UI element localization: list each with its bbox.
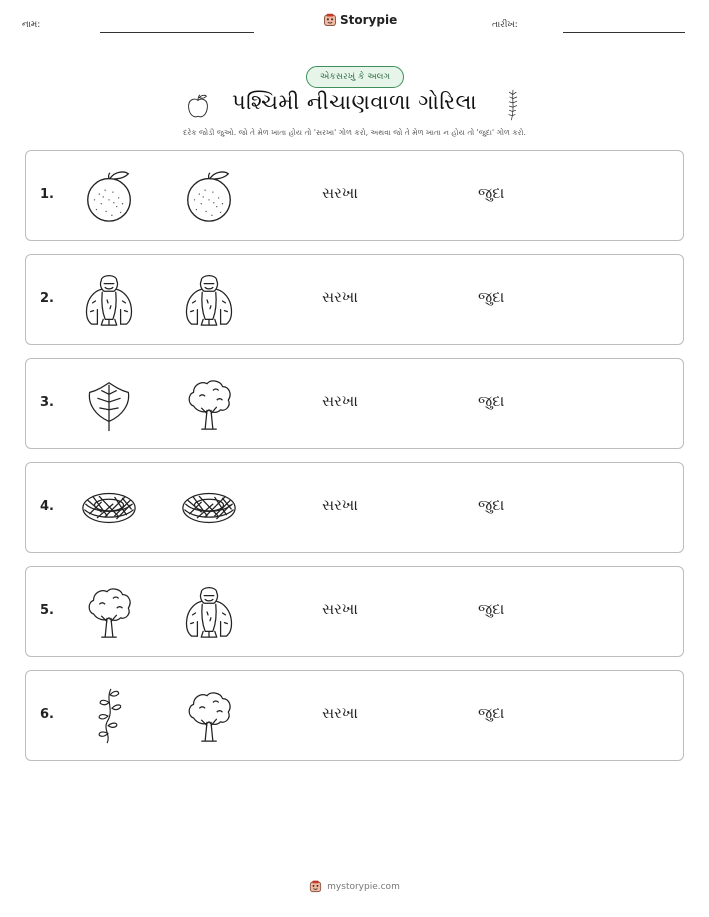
storypie-logo-text: Storypie bbox=[340, 13, 398, 27]
storypie-logo bbox=[323, 13, 397, 27]
tree-icon bbox=[180, 375, 238, 433]
different-option[interactable]: જુદા bbox=[478, 184, 505, 202]
tree-icon bbox=[80, 583, 138, 641]
storypie-mascot-icon bbox=[323, 13, 337, 27]
date-field[interactable] bbox=[563, 32, 685, 33]
nest-icon bbox=[80, 479, 138, 537]
footer-website: mystorypie.com bbox=[327, 881, 400, 892]
same-option[interactable]: સરખા bbox=[322, 704, 358, 722]
storypie-mascot-icon bbox=[309, 880, 322, 893]
question-number: 4. bbox=[40, 499, 54, 514]
question-row bbox=[25, 150, 684, 241]
question-number: 6. bbox=[40, 707, 54, 722]
instructions: દરેક જોડી જુઓ. જો તે મેળ ખાતા હોય તો 'સરખા' ગોળ કરો, અથવા જો તે મેળ ખાતા ન હોય તો 'જુદા' ગોળ કરો. bbox=[183, 128, 526, 137]
nest-icon bbox=[180, 479, 238, 537]
same-option[interactable]: સરખા bbox=[322, 288, 358, 306]
different-option[interactable]: જુદા bbox=[478, 704, 505, 722]
vine-icon bbox=[80, 687, 138, 745]
different-option[interactable]: જુદા bbox=[478, 600, 505, 618]
question-number: 1. bbox=[40, 187, 54, 202]
gorilla-icon bbox=[180, 583, 238, 641]
question-number: 2. bbox=[40, 291, 54, 306]
date-label: તારીખ: bbox=[492, 20, 518, 30]
same-option[interactable]: સરખા bbox=[322, 184, 358, 202]
leaf-icon bbox=[80, 375, 138, 433]
question-row bbox=[25, 566, 684, 657]
different-option[interactable]: જુદા bbox=[478, 288, 505, 306]
question-number: 3. bbox=[40, 395, 54, 410]
different-option[interactable]: જુદા bbox=[478, 496, 505, 514]
name-field[interactable] bbox=[100, 32, 254, 33]
gorilla-icon bbox=[180, 271, 238, 329]
different-option[interactable]: જુદા bbox=[478, 392, 505, 410]
question-row bbox=[25, 462, 684, 553]
activity-badge: એકસરખું કે અલગ bbox=[306, 66, 404, 88]
same-option[interactable]: સરખા bbox=[322, 496, 358, 514]
orange-icon bbox=[80, 167, 138, 225]
gorilla-icon bbox=[80, 271, 138, 329]
question-row bbox=[25, 670, 684, 761]
same-option[interactable]: સરખા bbox=[322, 600, 358, 618]
footer bbox=[0, 880, 709, 893]
question-number: 5. bbox=[40, 603, 54, 618]
title-sprig-icon bbox=[505, 89, 521, 121]
question-row bbox=[25, 254, 684, 345]
name-label: નામ: bbox=[22, 20, 41, 30]
orange-icon bbox=[180, 167, 238, 225]
page-title: પશ્ચિમી નીચાણવાળા ગોરિલા bbox=[232, 90, 477, 114]
tree-icon bbox=[180, 687, 238, 745]
same-option[interactable]: સરખા bbox=[322, 392, 358, 410]
question-row bbox=[25, 358, 684, 449]
